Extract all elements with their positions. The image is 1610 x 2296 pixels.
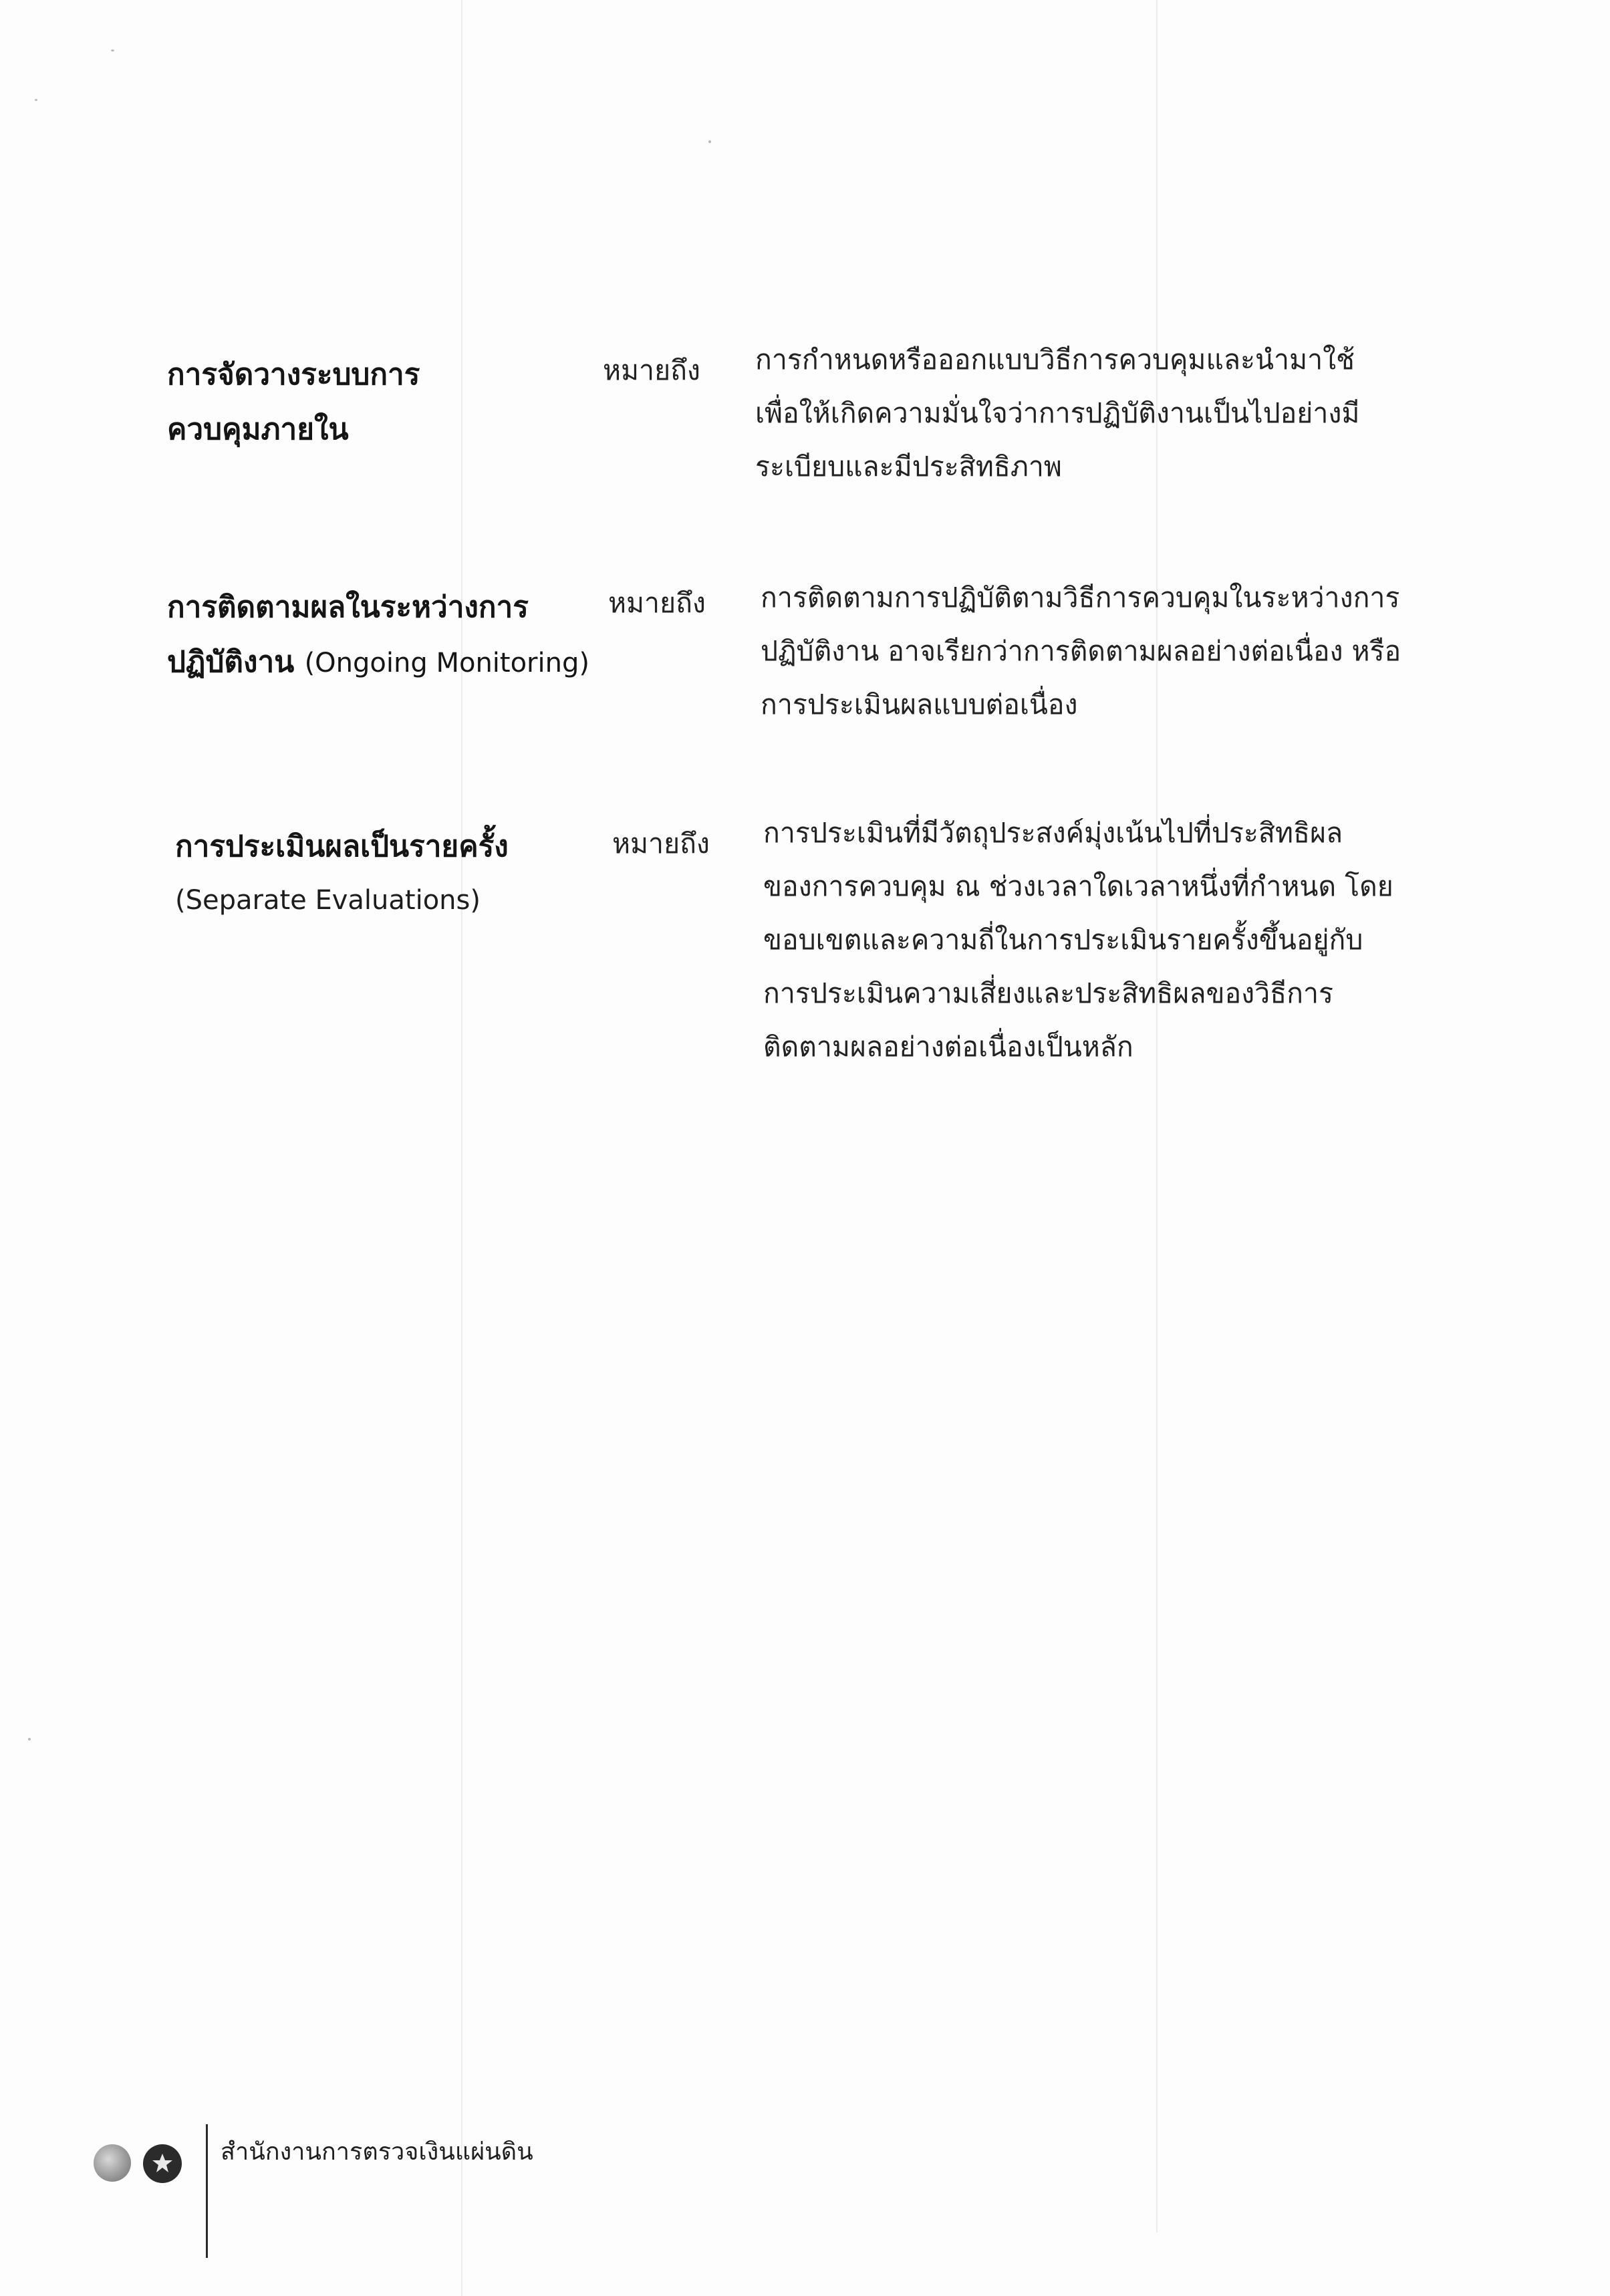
page-footer [0,2106,533,2259]
scan-artifact-line [461,0,462,2296]
circle-seal-icon [94,2144,131,2182]
definition-line: ติดตามผลอย่างต่อเนื่องเป็นหลัก [763,1031,1133,1063]
definition-line: การติดตามการปฏิบัติตามวิธีการควบคุมในระหว่างการ [761,582,1400,614]
definition-line: เพื่อให้เกิดความมั่นใจว่าการปฏิบัติงานเป็นไปอย่างมี [755,397,1360,429]
scan-speck [35,99,37,101]
emblem-icon [143,2144,182,2183]
definition-line: ปฏิบัติงาน อาจเรียกว่าการติดตามผลอย่างต่อเนื่อง หรือ [761,635,1401,667]
term-text: การติดตามผลในระหว่างการ [167,590,529,624]
term-english: (Separate Evaluations) [175,885,481,916]
glossary-definition [761,571,1402,731]
definition-line: ขอบเขตและความถี่ในการประเมินรายครั้งขึ้นอยู่กับ [763,924,1363,956]
term-english: (Ongoing Monitoring) [304,648,589,678]
term-text-continued [167,635,595,690]
definition-line: การประเมินความเสี่ยงและประสิทธิผลของวิธีการ [763,977,1334,1009]
means-label: หมายถึง [612,827,710,860]
glossary-definition [755,333,1397,493]
term-text-continued: ควบคุมภายใน [167,412,349,447]
scan-speck [28,1738,31,1741]
glossary-term [167,348,595,457]
glossary-term [167,580,595,690]
means-label: หมายถึง [603,354,700,386]
footer-divider [206,2124,208,2258]
definition-line: ระเบียบและมีประสิทธิภาพ [755,451,1062,483]
term-text: การจัดวางระบบการ [167,358,420,392]
means-label: หมายถึง [608,587,706,619]
definition-line: การประเมินที่มีวัตถุประสงค์มุ่งเน้นไปที่ประสิทธิผล [763,817,1343,849]
glossary-term [175,819,603,926]
organization-name: สำนักงานการตรวจเงินแผ่นดิน [221,2138,533,2166]
glossary-definition [763,806,1405,1073]
definition-line: ของการควบคุม ณ ช่วงเวลาใดเวลาหนึ่งที่กำหนด โดย [763,870,1393,902]
scan-speck [111,49,114,51]
term-text-continued-thai: ปฏิบัติงาน [167,645,295,679]
term-text: การประเมินผลเป็นรายครั้ง [175,830,509,864]
emblem-glyph [143,2144,182,2183]
definition-line: การกำหนดหรือออกแบบวิธีการควบคุมและนำมาใช้ [755,344,1355,376]
scan-speck [708,140,711,143]
definition-line: การประเมินผลแบบต่อเนื่อง [761,688,1078,721]
